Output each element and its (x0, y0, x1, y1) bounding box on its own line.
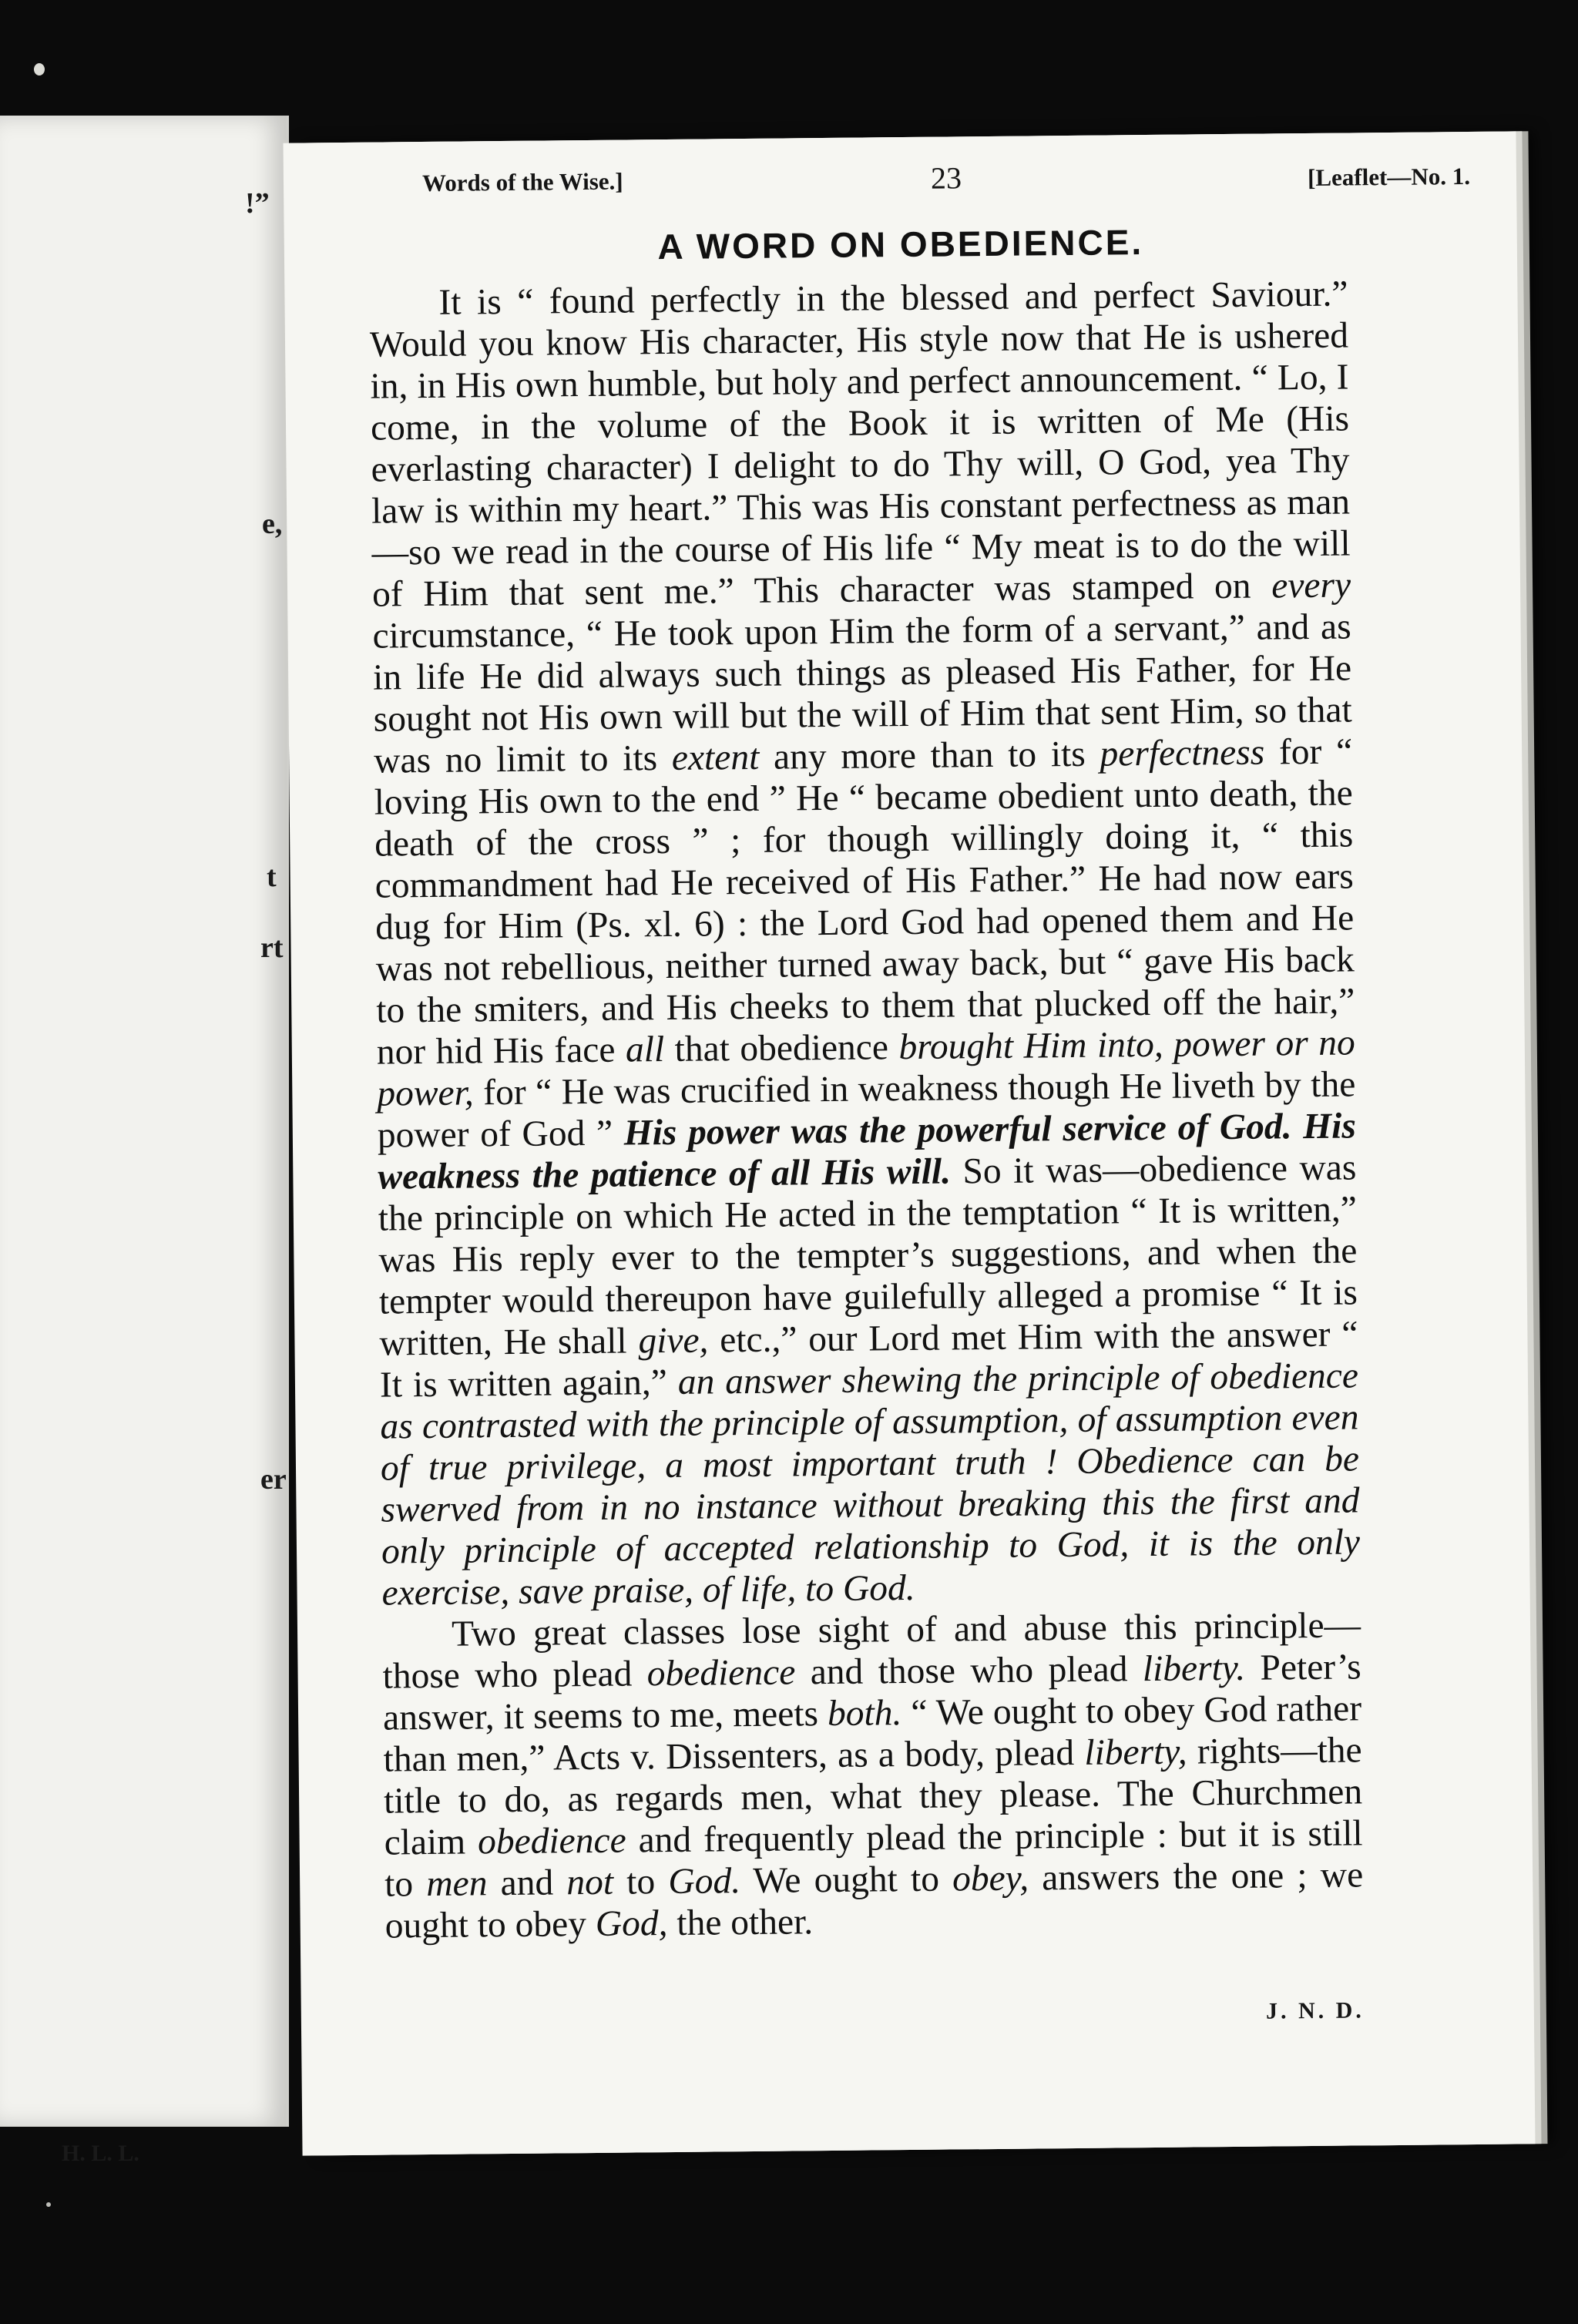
text-run: etc.,” our Lord met Him with the answer “ It is written again,” (379, 1314, 1358, 1405)
text-run: any more than to its (759, 734, 1100, 777)
italic-run: both. (827, 1693, 902, 1735)
left-page-fragment: !” (245, 187, 270, 220)
running-header (422, 155, 1471, 211)
left-page-signature: H. L. L. (62, 2141, 139, 2166)
text-run: It is “ found perfectly in the blessed and perfect Saviour.” Would you know His character, His style now that He is ushered in, in His own humble, but holy and perfect announcement. “ Lo, I come, in the volume of the Book it is written of Me (His everlasting character) I delight to do Thy will, O God, yea Thy law is within my heart.” This was His constant perfectness as man—so we read in the course of His life “ My meat is to do the will of Him that sent me.” This character was stamped on (369, 274, 1351, 615)
text-run: So it was—obedience was the principle on which He acted in the temptation “ It is written,” was His reply ever to the tempter’s suggestions, and when the tempter would thereupon have guilefully alleged a promise “ It is written, He shall (378, 1147, 1358, 1364)
italic-run: perfectness (1100, 732, 1265, 774)
text-run: circumstance, “ He took upon Him the form of a servant,” and as in life He did always such things as pleased His Father, for He sought not His own will but the will of Him that sent Him, so that was no limit to its (372, 606, 1352, 781)
italic-run: not (566, 1862, 614, 1903)
bold-italic-run: His power was the powerful service of God. His weakness the patience of all His will. (378, 1106, 1357, 1197)
article-title: A WORD ON OBEDIENCE. (657, 222, 1144, 267)
italic-run: liberty. (1142, 1647, 1246, 1690)
text-run: rights—the title to do, as regards men, what they please. The Churchmen claim (383, 1730, 1363, 1863)
left-page-edge (0, 116, 289, 2166)
text-run: to (613, 1862, 669, 1903)
text-run: for “ loving His own to the end ” He “ became obedient unto death, the death of the cross ” ; for though willingly doing it, “ this commandment had He received of His Father.” He had now ears dug for Him (Ps. xl. 6) : the Lord God had opened them and He was not rebellious, neither turned away back, but “ gave His back to the smiters, and His cheeks to them that plucked off the hair,” nor hid His face (374, 731, 1355, 1073)
paragraph-2 (382, 1604, 1364, 1946)
author-signature: J. N. D. (1265, 1997, 1365, 2024)
italic-run: extent (671, 737, 760, 778)
left-page-fragment: er (260, 1463, 287, 1496)
left-page-fragment: t (267, 861, 277, 893)
italic-run: give, (638, 1320, 709, 1362)
text-run: for “ He was crucified in weakness though He liveth by the power of God ” (377, 1064, 1356, 1156)
text-run: the other. (667, 1902, 814, 1944)
italic-run: men (426, 1863, 488, 1905)
italic-run: obey, (952, 1858, 1029, 1899)
text-run: Peter’s answer, it seems to me, meets (382, 1647, 1361, 1738)
italic-run: all (625, 1029, 665, 1070)
text-run: that obedience (663, 1027, 899, 1070)
italic-run: obedience (646, 1652, 796, 1694)
scan-speck (46, 2202, 51, 2207)
italic-run: God. (668, 1861, 741, 1903)
text-run: We ought to (740, 1859, 953, 1902)
left-page-fragment: rt (260, 932, 284, 964)
text-run: and those who plead (795, 1649, 1143, 1693)
text-run: and frequently plead the principle : but it is still to (384, 1813, 1363, 1905)
text-run: “ We ought to obey God rather than men,” Acts v. Dissenters, as a body, plead (383, 1688, 1362, 1780)
scan-speck (34, 63, 45, 76)
italic-run: obedience (477, 1820, 626, 1862)
paragraph-1 (369, 273, 1361, 1614)
italic-run: liberty, (1084, 1731, 1187, 1773)
text-run: Two great classes lose sight of and abuse this principle—those who plead (382, 1605, 1361, 1697)
main-page (284, 131, 1536, 2155)
italic-run: brought Him into, power or no power, (377, 1023, 1356, 1114)
italic-run: an answer shewing the principle of obedience as contrasted with the principle of assumption, of assumption even of true privilege, a most important truth ! Obedience can be swerved from in no instance without breaking this the first and only principle of accepted relationship to God, it is the only exercise, save praise, of life, to God. (380, 1355, 1361, 1614)
header-leaflet-number: [Leaflet—No. 1. (1307, 162, 1471, 191)
left-page-fragment: e, (262, 508, 283, 540)
italic-run: God, (595, 1903, 668, 1944)
text-run: answers the one ; we ought to obey (384, 1855, 1364, 1946)
header-series-title: Words of the Wise.] (421, 167, 623, 197)
article-body (369, 273, 1364, 1946)
text-run: and (487, 1862, 567, 1904)
page-number: 23 (930, 160, 962, 196)
italic-run: every (1271, 565, 1351, 606)
